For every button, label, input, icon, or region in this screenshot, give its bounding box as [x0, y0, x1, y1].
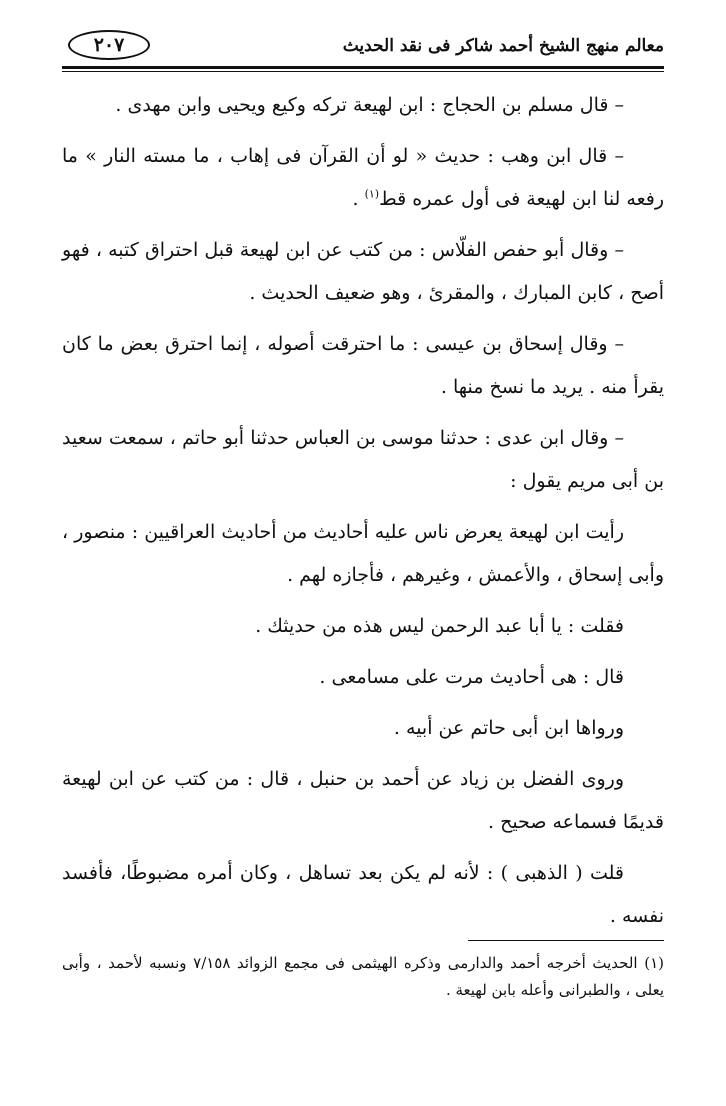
paragraph: قال : هى أحاديث مرت على مسامعى . — [319, 666, 624, 688]
paragraph-end: . — [352, 188, 365, 210]
running-title: معالم منهج الشيخ أحمد شاكر فى نقد الحديث — [342, 36, 664, 56]
header-rule-thick — [62, 66, 664, 69]
paragraph: – وقال ابن عدى : حدثنا موسى بن العباس حدثنا أبو حاتم ، سمعت سعيد بن أبى مريم يقول : — [62, 427, 664, 492]
footnote — [62, 950, 664, 1004]
paragraph: – قال مسلم بن الحجاج : ابن لهيعة تركه وكيع ويحيى وابن مهدى . — [115, 94, 624, 116]
footnote-rule — [468, 940, 664, 941]
paragraph: ورواها ابن أبى حاتم عن أبيه . — [393, 717, 624, 739]
footnote-marker: (١) — [364, 187, 380, 201]
header-rule-thin — [62, 71, 664, 72]
paragraph: – وقال أبو حفص الفلّاس : من كتب عن ابن لهيعة قبل احتراق كتبه ، فهو أصح ، كابن المبارك ، والمقرئ ، وهو ضعيف الحديث . — [62, 239, 664, 304]
paragraph: فقلت : يا أبا عبد الرحمن ليس هذه من حديثك . — [255, 615, 624, 637]
page-header — [62, 24, 664, 66]
page-number: ٢٠٧ — [68, 30, 150, 60]
main-text — [62, 84, 664, 946]
paragraph — [62, 135, 664, 221]
paragraph: وروى الفضل بن زياد عن أحمد بن حنبل ، قال : من كتب عن ابن لهيعة قديمًا فسماعه صحيح . — [62, 768, 664, 833]
footnote-text: (١) الحديث أخرجه أحمد والدارمى وذكره الهيثمى فى مجمع الزوائد ٧/١٥٨ ونسبه لأحمد ، وأبى يعلى ، والطبرانى وأعله بابن لهيعة . — [62, 954, 664, 999]
paragraph: – وقال إسحاق بن عيسى : ما احترقت أصوله ، إنما احترق بعض ما كان يقرأ منه . يريد ما نسخ منها . — [62, 333, 664, 398]
paragraph: قلت ( الذهبى ) : لأنه لم يكن بعد تساهل ، وكان أمره مضبوطًا، فأفسد نفسه . — [62, 862, 664, 927]
paragraph: رأيت ابن لهيعة يعرض ناس عليه أحاديث من أحاديث العراقيين : منصور ، وأبى إسحاق ، والأعمش ، وغيرهم ، فأجازه لهم . — [62, 521, 664, 586]
paragraph-text: – قال ابن وهب : حديث « لو أن القرآن فى إهاب ، ما مسته النار » ما رفعه لنا ابن لهيعة فى أول عمره قط — [62, 145, 664, 210]
